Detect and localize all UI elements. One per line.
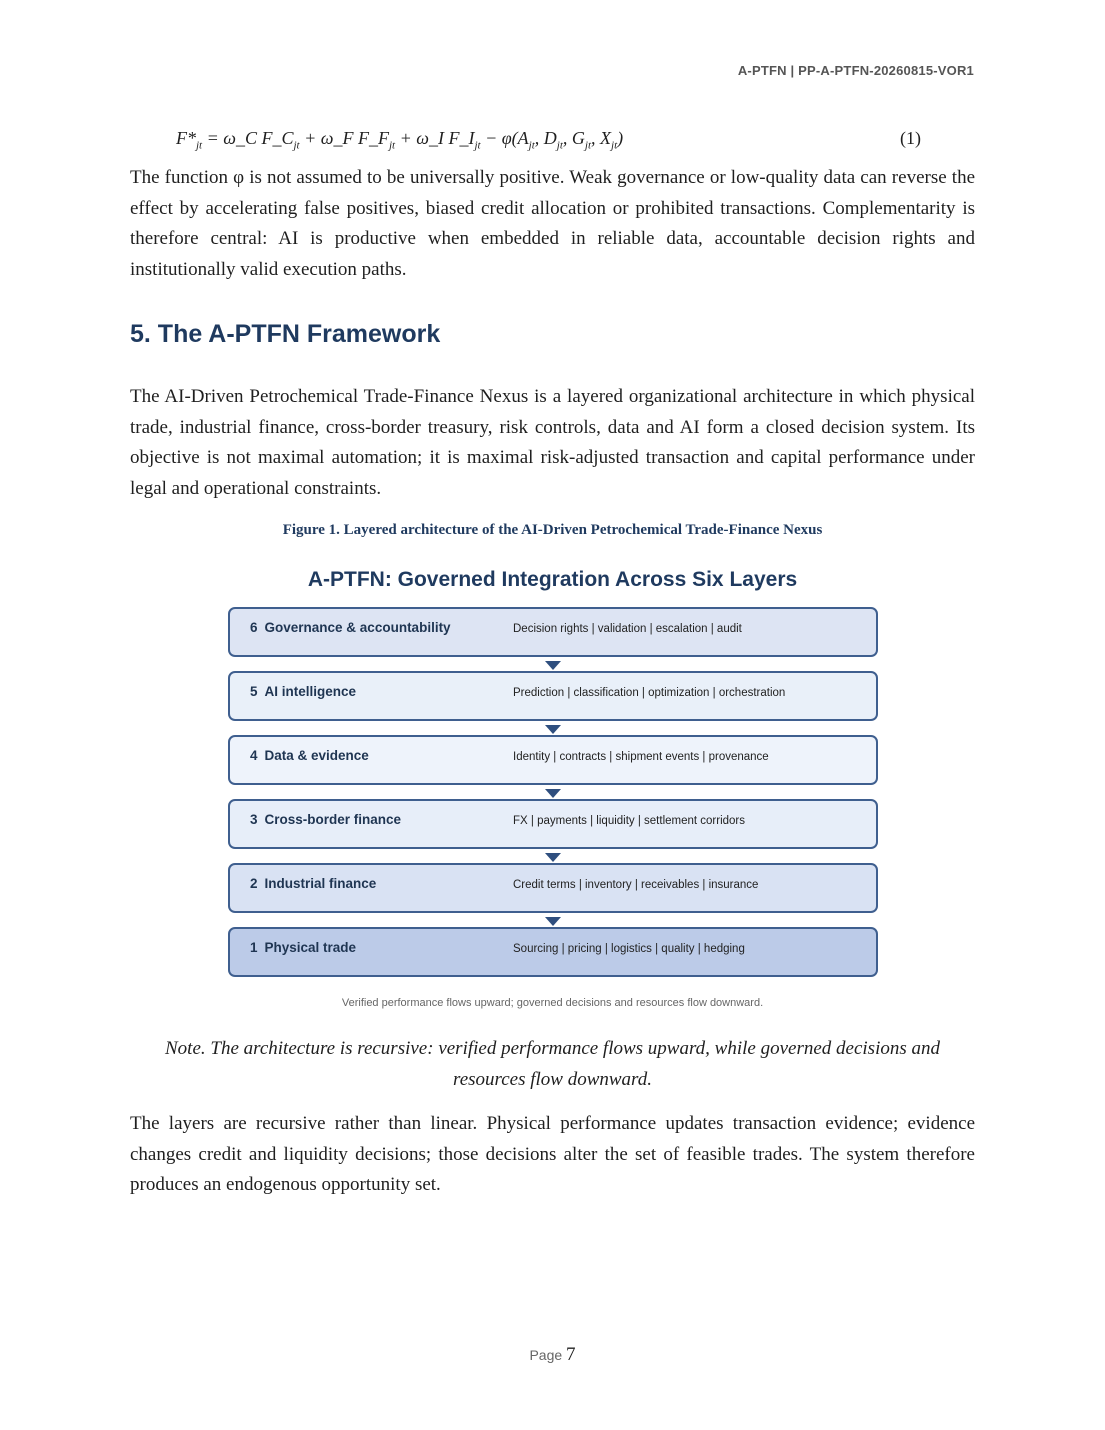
equation-number: (1) [900, 128, 921, 148]
layer-name [250, 748, 369, 763]
equation-body [176, 128, 623, 152]
equation-term-subscript: jt [293, 139, 300, 152]
equation-term-subscript: jt [474, 139, 481, 152]
layer-number: 6 [250, 620, 258, 635]
layer-label: Physical trade [264, 940, 357, 955]
equation-lhs-subscript: jt [196, 139, 203, 152]
layer-number: 3 [250, 812, 258, 827]
equation-term: + ω_I F_I [395, 128, 475, 148]
layer-label: Cross-border finance [264, 812, 402, 827]
layer-description: Sourcing | pricing | logistics | quality | hedging [513, 943, 745, 955]
equation-lhs: F* [176, 128, 196, 148]
layer-box-governance [228, 607, 878, 657]
layer-description: Credit terms | inventory | receivables | insurance [513, 879, 759, 891]
layer-box-cross-border [228, 799, 878, 849]
layer-name [250, 684, 356, 699]
layer-name [250, 876, 376, 891]
layer-label: Governance & accountability [264, 620, 451, 635]
layer-box-data [228, 735, 878, 785]
diagram-title: A-PTFN: Governed Integration Across Six Layers [307, 568, 798, 591]
equation-term: , D [534, 128, 557, 148]
down-arrow-icon [545, 917, 561, 926]
layer-description: Prediction | classification | optimization | orchestration [513, 687, 786, 699]
layer-number: 2 [250, 876, 258, 891]
layer-label: AI intelligence [264, 684, 357, 699]
layer-label: Data & evidence [264, 748, 369, 763]
equation-term: − φ(A [480, 128, 529, 148]
body-paragraph: The function φ is not assumed to be universally positive. Weak governance or low-quality data can reverse the effect by accelerating false positives, biased credit allocation or prohibited transactions. Complementarity is therefore central: AI is productive when embedded in reliable data, accountable decision rights and institutionally valid execution paths. [130, 167, 975, 280]
equation-1 [176, 128, 921, 156]
down-arrow-icon [545, 725, 561, 734]
page-number [0, 1344, 1105, 1366]
section-heading: 5. The A-PTFN Framework [130, 320, 441, 348]
body-paragraph: The AI-Driven Petrochemical Trade-Finance Nexus is a layered organizational architecture in which physical trade, industrial finance, cross-border treasury, risk controls, data and AI form a closed decision system. Its objective is not maximal automation; it is maximal risk-adjusted transaction and capital performance under legal and operational constraints. [130, 386, 975, 499]
equation-term-subscript: jt [556, 139, 563, 152]
equation-term: + ω_F F_F [299, 128, 389, 148]
equation-term: , X [591, 128, 612, 148]
layer-number: 4 [250, 748, 258, 763]
layer-number: 5 [250, 684, 258, 699]
equation-term: , G [562, 128, 585, 148]
down-arrow-icon [545, 661, 561, 670]
body-paragraph: The layers are recursive rather than linear. Physical performance updates transaction evidence; evidence changes credit and liquidity decisions; those decisions alter the set of feasible trades. The system therefore produces an endogenous opportunity set. [130, 1113, 975, 1195]
layer-description: Decision rights | validation | escalation | audit [513, 623, 742, 635]
equation-term-subscript: jt [388, 139, 396, 152]
layer-name [250, 812, 401, 827]
layer-name [250, 620, 451, 635]
figure-caption: Figure 1. Layered architecture of the AI-Driven Petrochemical Trade-Finance Nexus [282, 522, 823, 538]
diagram-footer: Verified performance flows upward; governed decisions and resources flow downward. [341, 997, 764, 1009]
equation-term-subscript: jt [611, 139, 618, 152]
equation-term-subscript: jt [528, 139, 535, 152]
layer-box-industrial [228, 863, 878, 913]
down-arrow-icon [545, 789, 561, 798]
layer-label: Industrial finance [264, 876, 377, 891]
layer-box-physical [228, 927, 878, 977]
equation-close: ) [617, 128, 624, 148]
layer-description: FX | payments | liquidity | settlement corridors [513, 815, 746, 827]
layer-number: 1 [250, 940, 258, 955]
running-header: A-PTFN | PP-A-PTFN-20260815-VOR1 [737, 63, 974, 78]
down-arrow-icon [545, 853, 561, 862]
layer-name [250, 940, 356, 955]
page-label: Page [529, 1347, 563, 1363]
equation-term: = ω_C F_C [202, 128, 294, 148]
page-number-value: 7 [566, 1344, 576, 1365]
layer-description: Identity | contracts | shipment events | provenance [513, 751, 769, 763]
figure-note: Note. The architecture is recursive: verified performance flows upward, while governed decisions and resources flow downward. [165, 1038, 940, 1090]
equation-term-subscript: jt [584, 139, 592, 152]
layer-box-ai [228, 671, 878, 721]
